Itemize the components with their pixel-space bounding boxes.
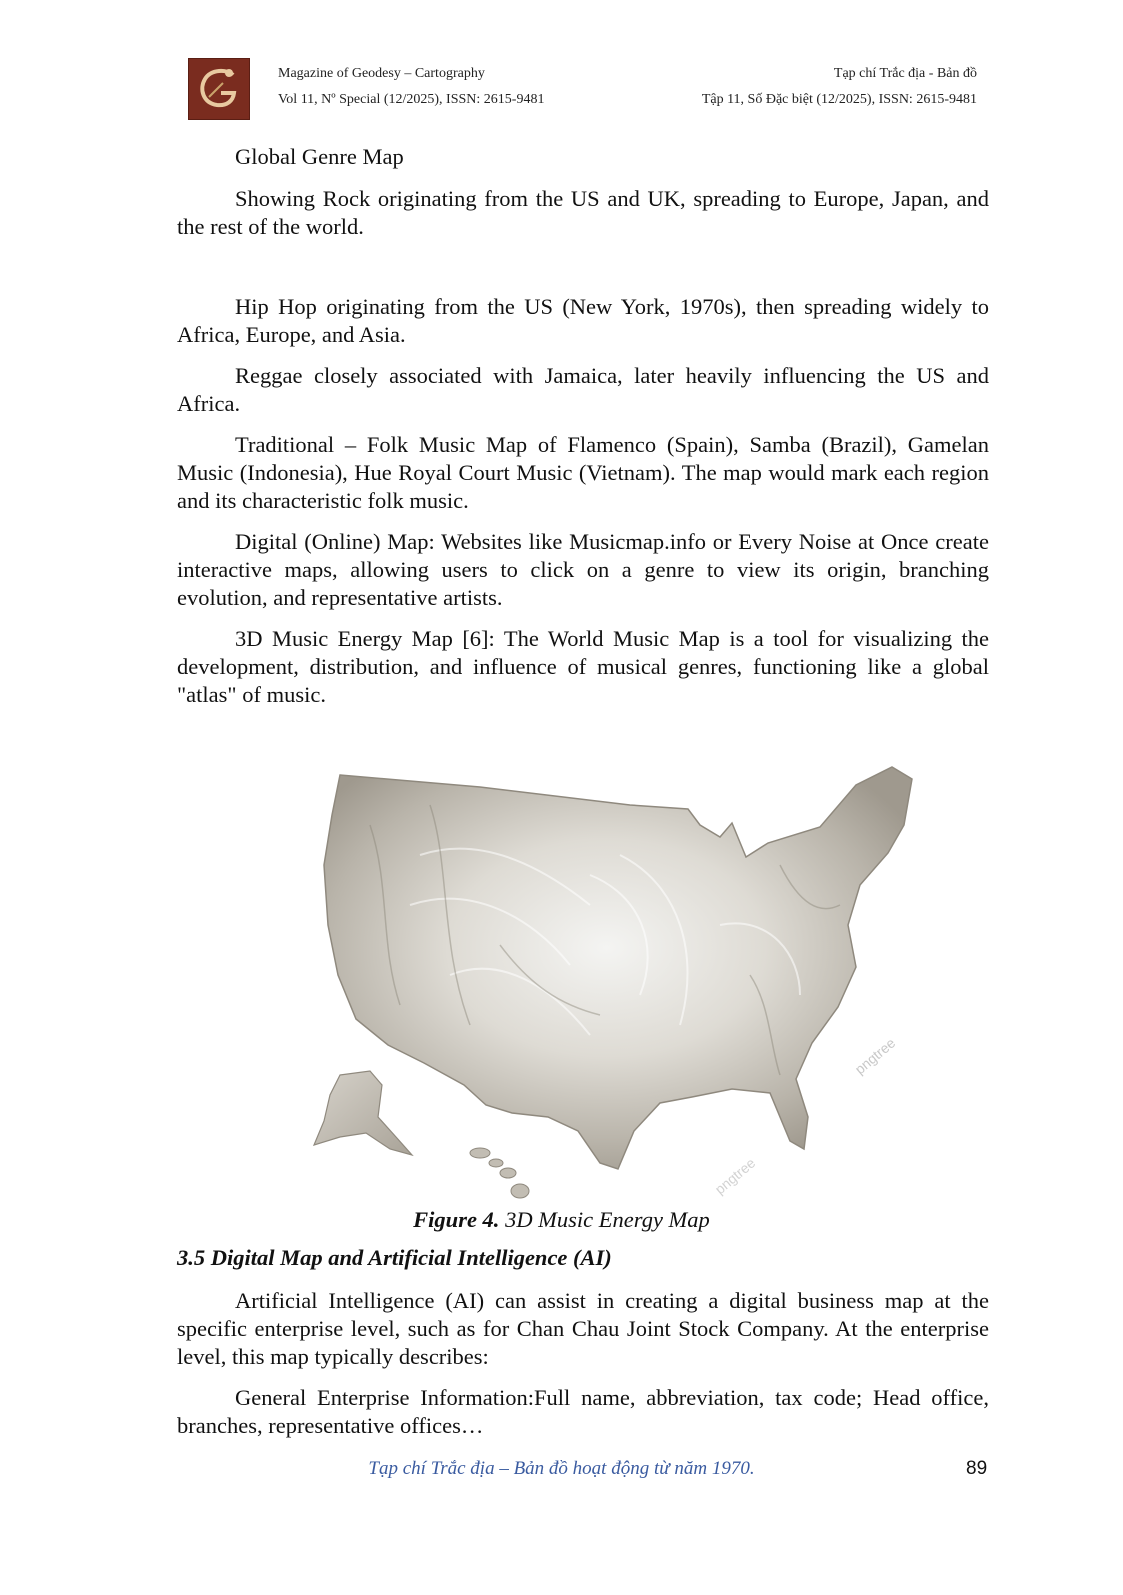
- issue-info-en: Vol 11, Nº Special (12/2025), ISSN: 2615-9481: [278, 92, 545, 107]
- watermark-text: pngtree: [851, 1034, 899, 1078]
- section-heading: 3.5 Digital Map and Artificial Intelligence (AI): [177, 1245, 612, 1270]
- paragraph-reggae: Reggae closely associated with Jamaica, later heavily influencing the US and Africa.: [177, 363, 989, 416]
- paragraph-hip-hop: Hip Hop originating from the US (New York, 1970s), then spreading widely to Africa, Europe, and Asia.: [177, 294, 989, 347]
- text-block-bottom: [177, 1287, 989, 1440]
- mainland-shape: [324, 767, 912, 1169]
- page-footer: Tạp chí Trắc địa – Bản đồ hoạt động từ năm 1970.: [368, 1458, 755, 1479]
- page-number: 89: [966, 1458, 988, 1479]
- paragraph-rock: Showing Rock originating from the US and UK, spreading to Europe, Japan, and the rest of the world.: [177, 186, 989, 239]
- page-header: [0, 0, 1123, 130]
- paragraph-global-genre-map: Global Genre Map: [235, 144, 404, 169]
- text-block-top: [177, 143, 989, 241]
- paragraph-ai-business-map: Artificial Intelligence (AI) can assist in creating a digital business map at the specific enterprise level, such as for Chan Chau Joint Stock Company. At the enterprise level, this map typically describes:: [177, 1288, 989, 1369]
- journal-name-vi: Tạp chí Trắc địa - Bản đồ: [833, 66, 977, 81]
- paragraph-digital-map: Digital (Online) Map: Websites like Musicmap.info or Every Noise at Once create interactive maps, allowing users to click on a genre to view its origin, branching evolution, and representative artists.: [177, 529, 989, 610]
- journal-logo-icon: [189, 59, 249, 119]
- figure-caption-label: Figure 4.: [413, 1207, 500, 1232]
- watermark-text-2: pngtree: [711, 1154, 759, 1198]
- figure-caption: [0, 1207, 1123, 1233]
- journal-name-en: Magazine of Geodesy – Cartography: [278, 66, 485, 81]
- us-relief-map-image: [300, 745, 920, 1200]
- hawaii-shapes: [470, 1148, 529, 1198]
- paragraph-folk-music-map: Traditional – Folk Music Map of Flamenco (Spain), Samba (Brazil), Gamelan Music (Indonesia), Hue Royal Court Music (Vietnam). The map would mark each region and its characteristic folk music.: [177, 432, 989, 513]
- issue-info-vi: Tập 11, Số Đặc biệt (12/2025), ISSN: 2615-9481: [701, 92, 977, 107]
- journal-logo: [188, 58, 250, 120]
- paragraph-3d-energy-map: 3D Music Energy Map [6]: The World Music Map is a tool for visualizing the development, distribution, and influence of musical genres, functioning like a global "atlas" of music.: [177, 626, 989, 707]
- figure-3d-music-energy-map: [300, 745, 920, 1200]
- alaska-shape: [314, 1071, 412, 1155]
- figure-caption-title: 3D Music Energy Map: [505, 1207, 710, 1232]
- text-block-mid: [177, 293, 989, 709]
- paragraph-enterprise-info: General Enterprise Information:Full name, abbreviation, tax code; Head office, branches, representative offices…: [177, 1385, 989, 1438]
